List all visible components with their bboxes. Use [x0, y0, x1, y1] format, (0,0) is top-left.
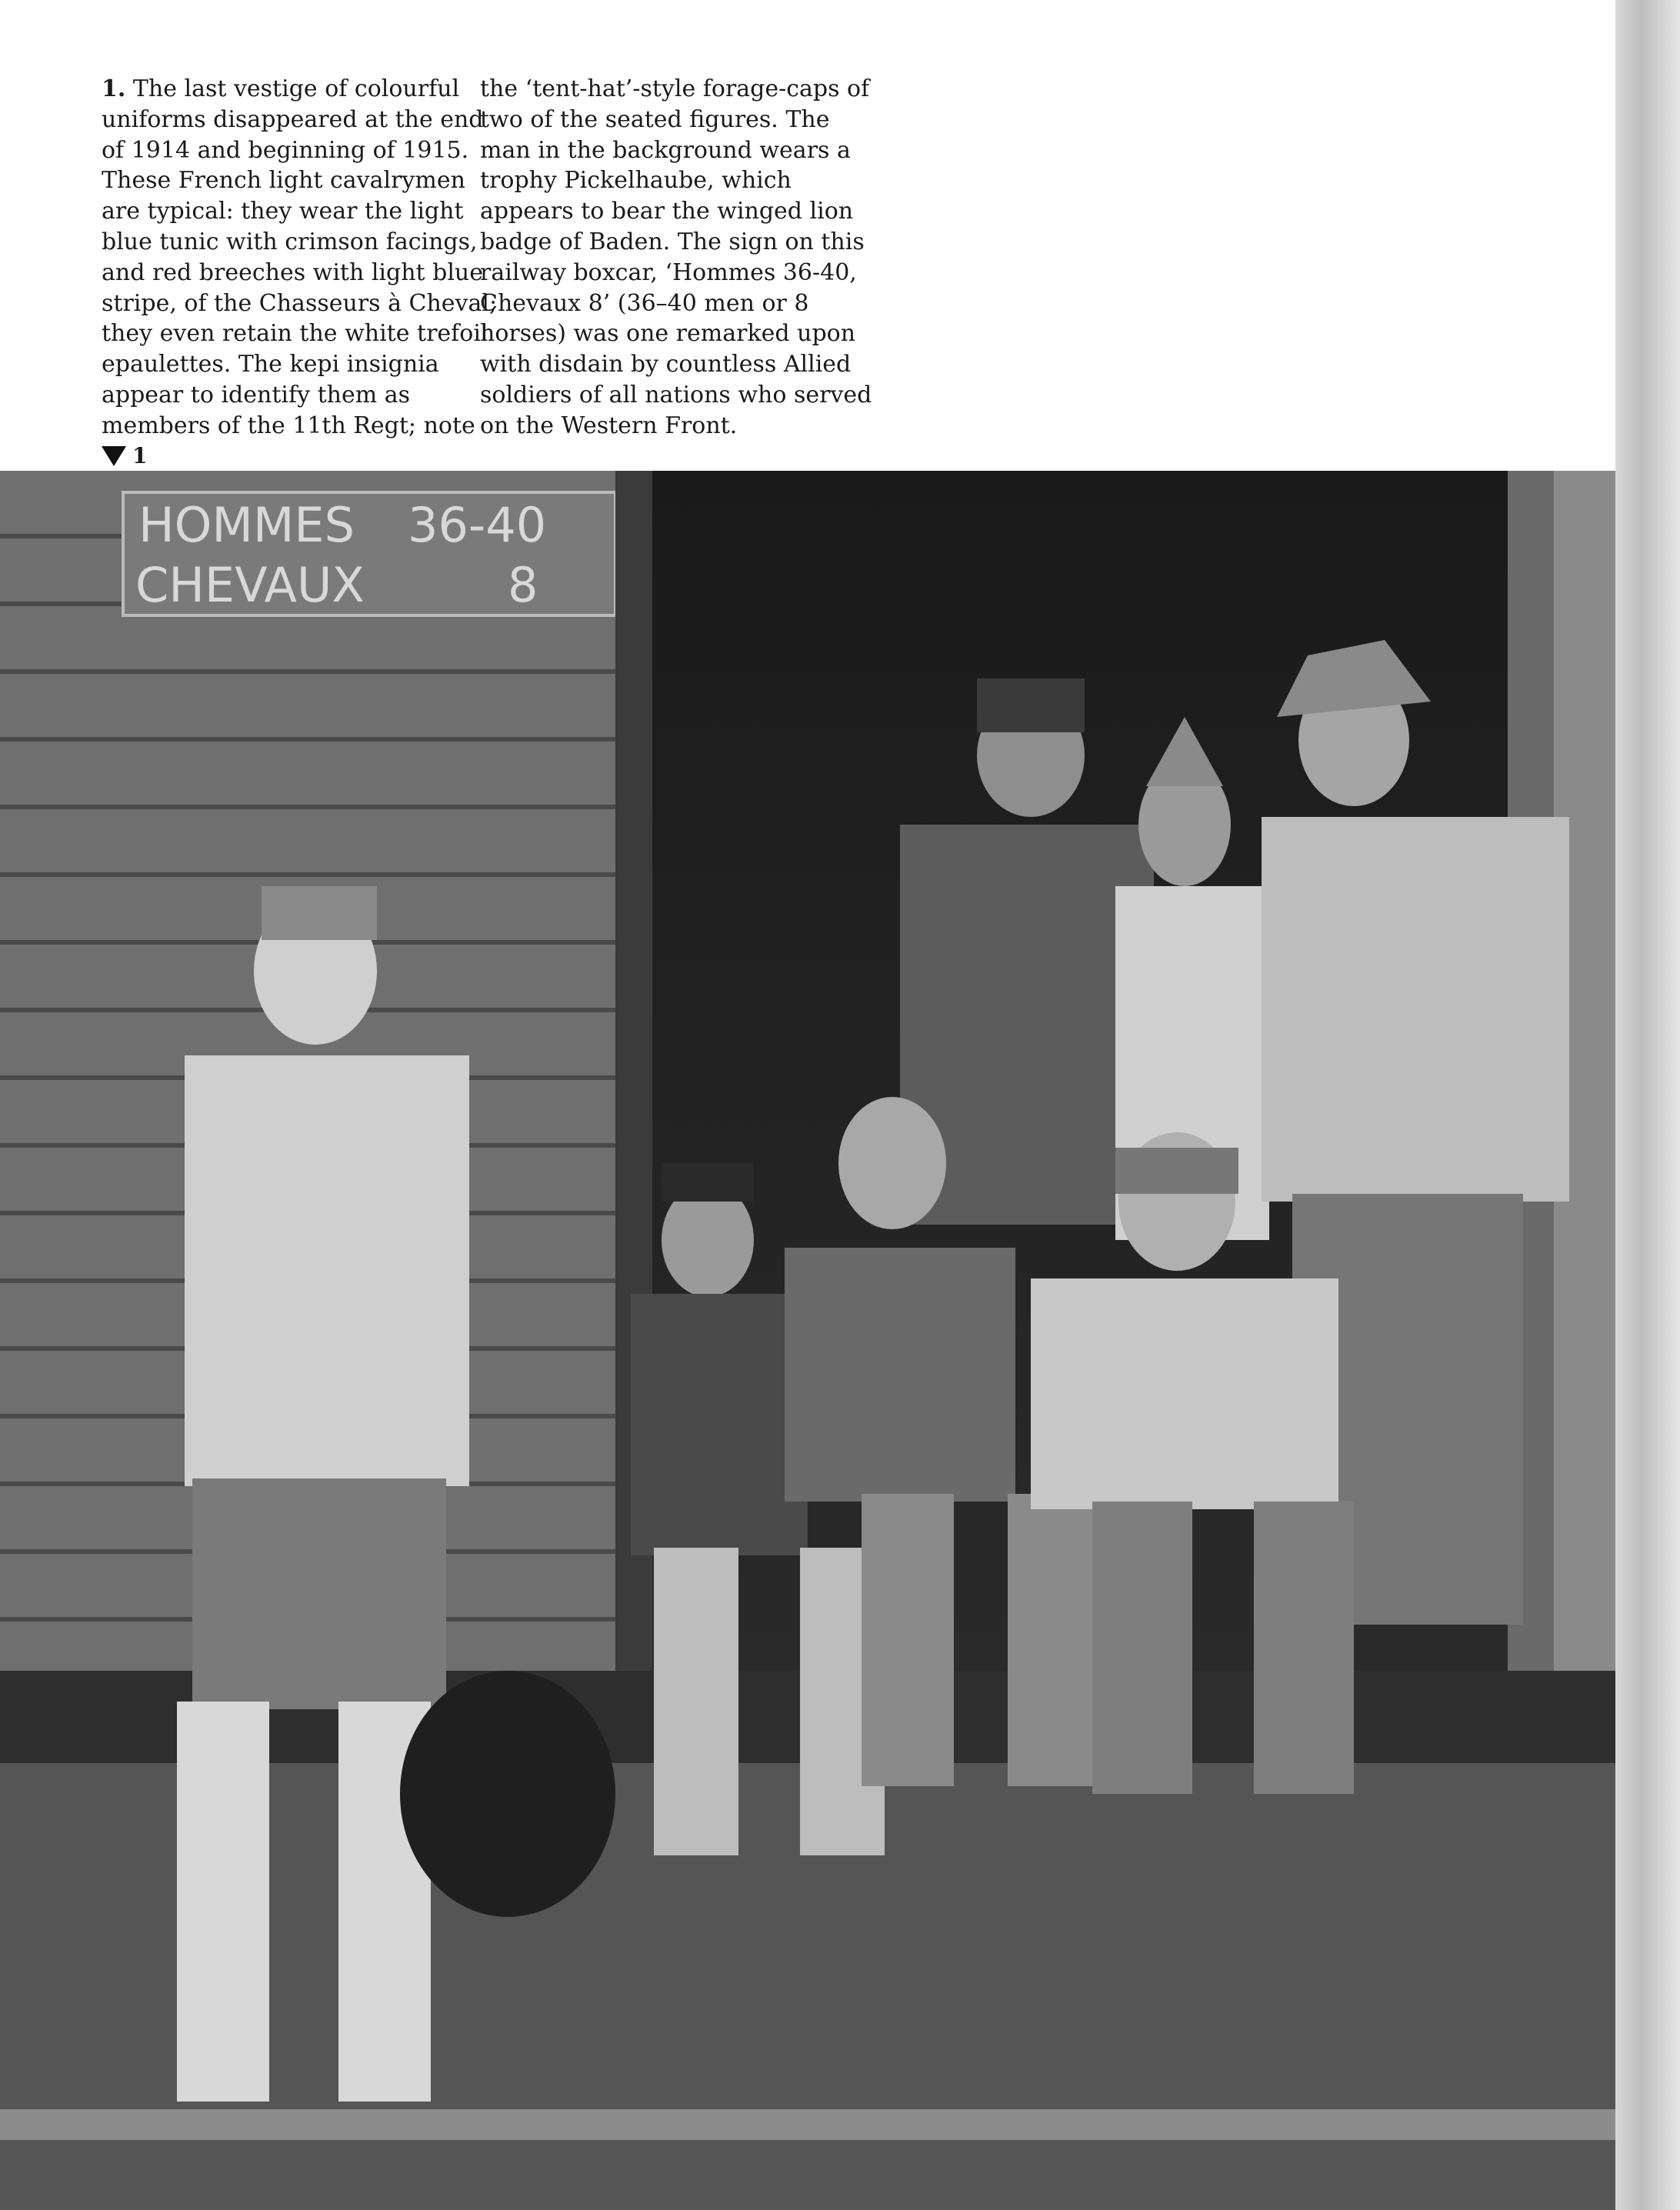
caption-line: and red breeches with light blue	[102, 258, 484, 286]
caption-line: Chevaux 8’ (36–40 men or 8	[480, 289, 809, 317]
caption-line: on the Western Front.	[480, 412, 738, 439]
page-edge-shadow	[1615, 0, 1680, 2210]
sign-hommes-number: 36-40	[408, 497, 547, 553]
caption-line: horses) was one remarked upon	[480, 320, 856, 348]
down-triangle-icon	[102, 446, 126, 466]
caption-line: railway boxcar, ‘Hommes 36-40,	[480, 258, 857, 286]
caption-line: soldiers of all nations who served	[480, 381, 872, 408]
caption-line: appears to bear the winged lion	[480, 198, 854, 225]
caption-line: are typical: they wear the light	[102, 198, 464, 225]
caption-line: epaulettes. The kepi insignia	[102, 351, 439, 378]
caption-column-2	[480, 74, 872, 442]
caption-line: man in the background wears a	[480, 136, 851, 164]
photo-number: 1	[132, 443, 148, 468]
caption-line: with disdain by countless Allied	[480, 351, 852, 378]
photo-illustration	[0, 471, 1615, 2210]
caption-line: they even retain the white trefoil	[102, 320, 488, 348]
caption-line: These French light cavalrymen	[102, 167, 465, 195]
caption-column-1	[102, 74, 497, 442]
photograph	[0, 471, 1615, 2210]
caption-line: 1. The last vestige of colourful	[102, 75, 460, 102]
sign-chevaux: CHEVAUX	[135, 557, 365, 613]
caption-line: the ‘tent-hat’-style forage-caps of	[480, 75, 870, 102]
sign-hommes: HOMMES	[138, 497, 355, 553]
caption-line: appear to identify them as	[102, 381, 410, 408]
boxcar-sign	[123, 492, 615, 615]
caption-line: members of the 11th Regt; note	[102, 412, 475, 439]
sign-chevaux-number: 8	[508, 557, 538, 613]
caption-line: stripe, of the Chasseurs à Cheval;	[102, 289, 498, 317]
caption-line: of 1914 and beginning of 1915.	[102, 136, 469, 164]
platform-rail	[0, 2109, 1615, 2140]
caption-line: badge of Baden. The sign on this	[480, 228, 865, 255]
caption-line: blue tunic with crimson facings,	[102, 228, 478, 255]
caption-line: uniforms disappeared at the end	[102, 105, 484, 133]
caption-line: two of the seated figures. The	[480, 105, 830, 133]
caption-number: 1.	[102, 75, 126, 102]
wheel-shadow	[400, 1671, 615, 1917]
photo-reference	[102, 443, 147, 468]
caption-line: trophy Pickelhaube, which	[480, 167, 792, 195]
